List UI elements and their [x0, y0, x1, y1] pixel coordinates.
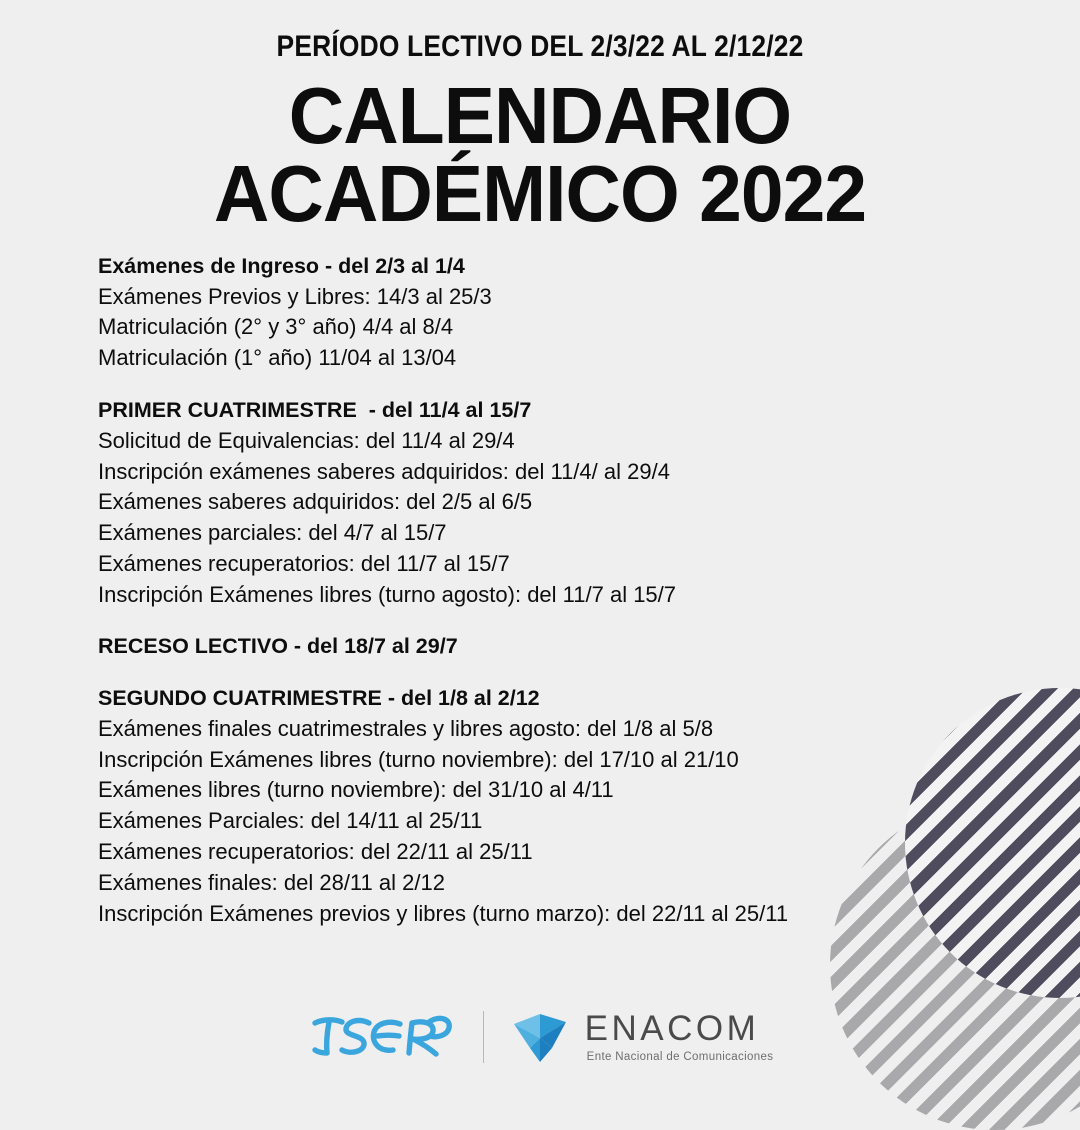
section-line: Exámenes parciales: del 4/7 al 15/7 [98, 520, 447, 546]
section-line: Exámenes recuperatorios: del 11/7 al 15/7 [98, 550, 510, 576]
calendar-section [98, 396, 998, 610]
section-line: Exámenes finales: del 28/11 al 2/12 [98, 869, 445, 895]
enacom-wordmark: ENACOM [584, 1008, 760, 1048]
enacom-mark-icon [510, 1008, 572, 1066]
enacom-tagline: Ente Nacional de Comunicaciones [586, 1050, 774, 1063]
period-subtitle: PERÍODO LECTIVO DEL 2/3/22 AL 2/12/22 [276, 30, 804, 63]
section-line: Inscripción Exámenes libres (turno agosto): del 11/7 al 15/7 [98, 581, 677, 607]
section-line: Exámenes Parciales: del 14/11 al 25/11 [98, 808, 483, 834]
calendar-section [98, 684, 998, 929]
section-heading: Exámenes de Ingreso - del 2/3 al 1/4 [98, 254, 465, 278]
logo-divider [483, 1011, 484, 1063]
section-line: Exámenes recuperatorios: del 22/11 al 25/11 [98, 838, 533, 864]
section-heading: SEGUNDO CUATRIMESTRE - del 1/8 al 2/12 [98, 686, 540, 711]
section-heading: PRIMER CUATRIMESTRE - del 11/4 al 15/7 [98, 398, 532, 423]
calendar-section [98, 632, 998, 662]
section-line: Matriculación (1° año) 11/04 al 13/04 [98, 345, 457, 371]
title-line-2: ACADÉMICO 2022 [213, 149, 867, 239]
calendar-section [98, 252, 998, 374]
section-line: Inscripción Exámenes libres (turno noviembre): del 17/10 al 21/10 [98, 746, 739, 772]
section-line: Matriculación (2° y 3° año) 4/4 al 8/4 [98, 314, 454, 340]
section-line: Solicitud de Equivalencias: del 11/4 al 29/4 [98, 427, 515, 453]
iser-logo [307, 1009, 457, 1065]
section-line: Inscripción exámenes saberes adquiridos: del 11/4/ al 29/4 [98, 458, 670, 484]
section-line: Exámenes saberes adquiridos: del 2/5 al 6/5 [98, 489, 533, 515]
section-heading: RECESO LECTIVO - del 18/7 al 29/7 [98, 634, 458, 659]
section-line: Exámenes finales cuatrimestrales y libres agosto: del 1/8 al 5/8 [98, 715, 714, 741]
page-title [22, 71, 1059, 239]
section-line: Exámenes Previos y Libres: 14/3 al 25/3 [98, 283, 492, 309]
calendar-sections [98, 252, 998, 929]
enacom-logo [510, 1008, 774, 1066]
section-line: Exámenes libres (turno noviembre): del 31/10 al 4/11 [98, 777, 614, 803]
footer-logos [0, 1008, 1080, 1066]
section-line: Inscripción Exámenes previos y libres (turno marzo): del 22/11 al 25/11 [98, 900, 789, 926]
poster-header [0, 0, 1080, 239]
title-line-1: CALENDARIO [288, 71, 792, 160]
